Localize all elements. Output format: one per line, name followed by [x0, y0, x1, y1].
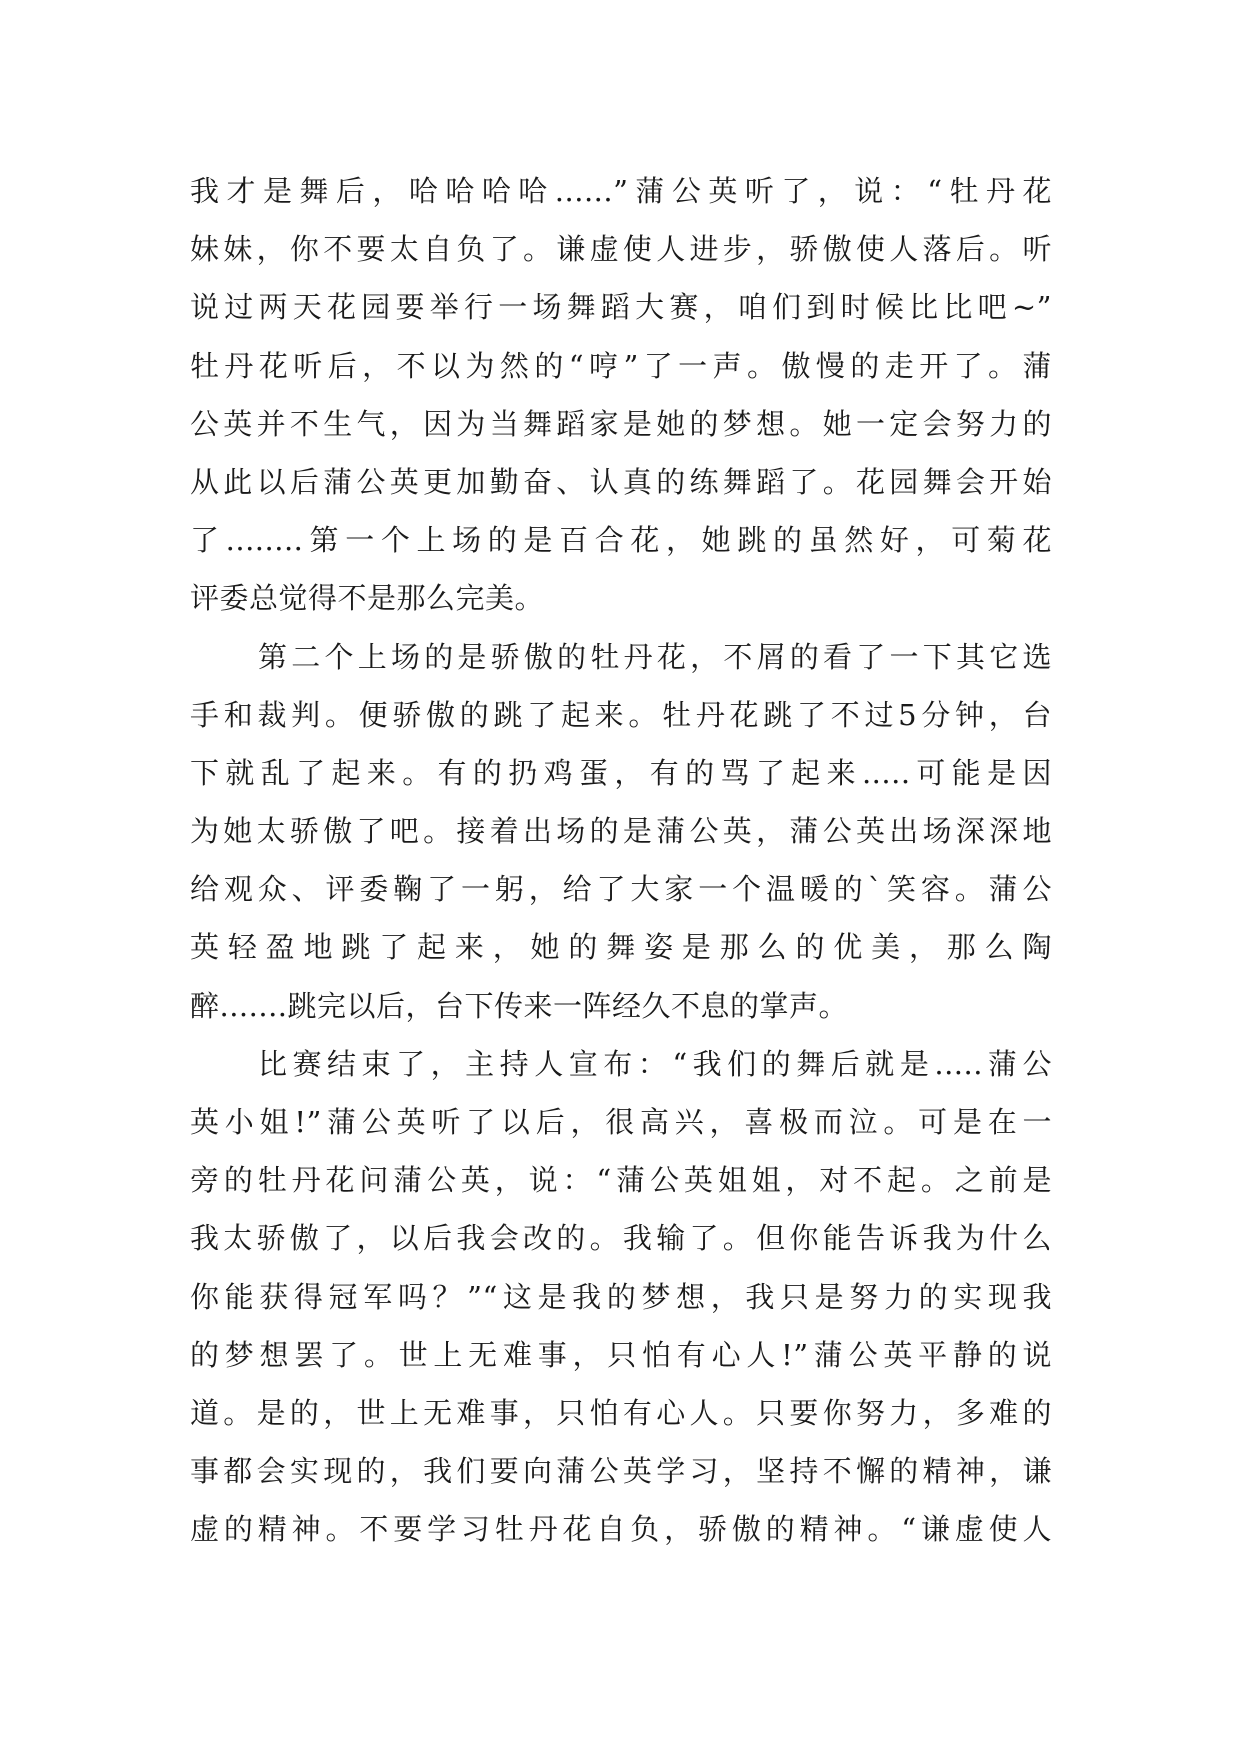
text-line: 比赛结束了，主持人宣布：“我们的舞后就是.....蒲公 — [258, 1046, 1052, 1081]
text-line: 说过两天花园要举行一场舞蹈大赛，咱们到时候比比吧~” — [190, 290, 1052, 325]
text-line: 了........第一个上场的是百合花，她跳的虽然好，可菊花 — [190, 523, 1052, 558]
text-line: 我才是舞后，哈哈哈哈......”蒲公英听了，说：“牡丹花 — [190, 174, 1052, 208]
text-line: 牡丹花听后，不以为然的“哼”了一声。傲慢的走开了。蒲 — [190, 348, 1052, 383]
text-line: 为她太骄傲了吧。接着出场的是蒲公英，蒲公英出场深深地 — [190, 814, 1052, 849]
text-line: 我太骄傲了，以后我会改的。我输了。但你能告诉我为什么 — [190, 1221, 1052, 1256]
text-line: 你能获得冠军吗？”“这是我的梦想，我只是努力的实现我 — [190, 1279, 1052, 1314]
text-line: 道。是的，世上无难事，只怕有心人。只要你努力，多难的 — [190, 1395, 1052, 1430]
text-line: 下就乱了起来。有的扔鸡蛋，有的骂了起来.....可能是因 — [190, 755, 1052, 790]
document-body — [190, 162, 1052, 1559]
text-line: 从此以后蒲公英更加勤奋、认真的练舞蹈了。花园舞会开始 — [190, 464, 1052, 499]
text-line: 妹妹，你不要太自负了。谦虚使人进步，骄傲使人落后。听 — [190, 232, 1052, 267]
paragraph-1 — [190, 162, 1052, 628]
text-line: 的梦想罢了。世上无难事，只怕有心人!”蒲公英平静的说 — [190, 1337, 1052, 1372]
text-line: 英轻盈地跳了起来，她的舞姿是那么的优美，那么陶 — [190, 930, 1052, 965]
paragraph-2 — [190, 628, 1052, 1035]
text-line: 旁的牡丹花问蒲公英，说：“蒲公英姐姐，对不起。之前是 — [190, 1163, 1052, 1198]
text-line: 第二个上场的是骄傲的牡丹花，不屑的看了一下其它选 — [258, 639, 1052, 674]
text-line: 给观众、评委鞠了一躬，给了大家一个温暖的`笑容。蒲公 — [190, 872, 1052, 907]
text-line: 醉.......跳完以后，台下传来一阵经久不息的掌声。 — [190, 988, 849, 1023]
paragraph-3 — [190, 1035, 1052, 1559]
text-line: 公英并不生气，因为当舞蹈家是她的梦想。她一定会努力的 — [190, 406, 1052, 441]
text-line: 评委总觉得不是那么完美。 — [190, 581, 545, 616]
text-line: 虚的精神。不要学习牡丹花自负，骄傲的精神。“谦虚使人 — [190, 1512, 1052, 1547]
text-line: 英小姐!”蒲公英听了以后，很高兴，喜极而泣。可是在一 — [190, 1105, 1052, 1139]
text-line: 手和裁判。便骄傲的跳了起来。牡丹花跳了不过5分钟，台 — [190, 697, 1052, 732]
text-line: 事都会实现的，我们要向蒲公英学习，坚持不懈的精神，谦 — [190, 1454, 1052, 1489]
